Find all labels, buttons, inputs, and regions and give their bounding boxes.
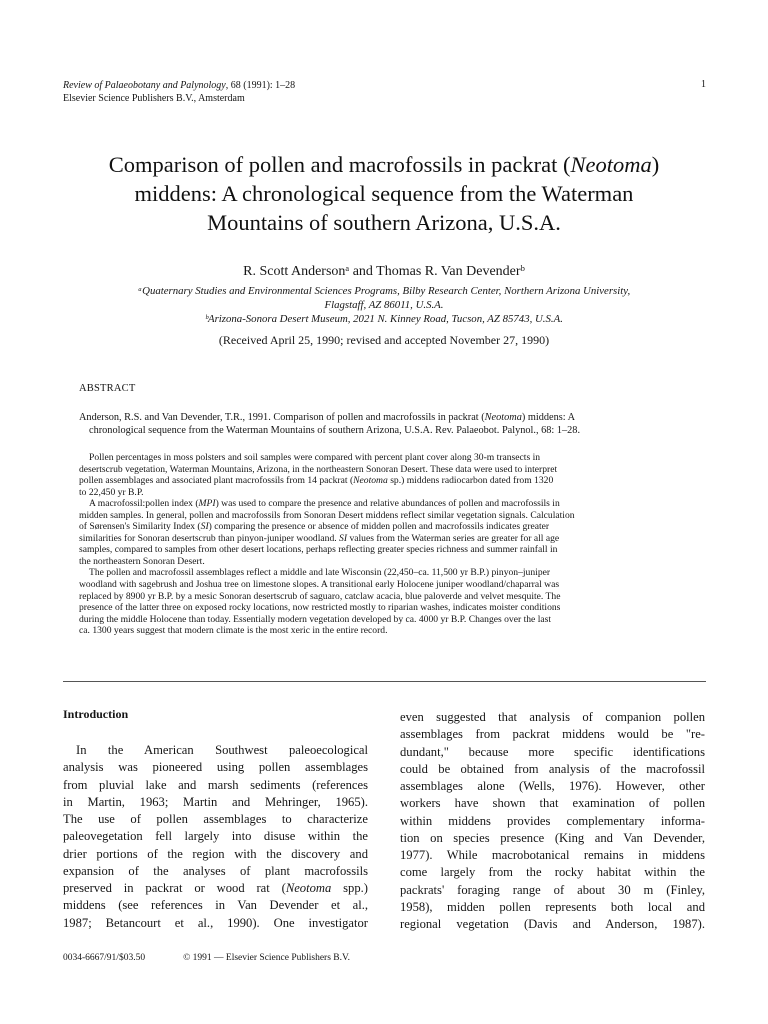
received-dates: (Received April 25, 1990; revised and accepted November 27, 1990) — [218, 333, 550, 347]
body-line: tion on species presence (King and Van Devender, — [400, 830, 705, 845]
footer — [63, 953, 388, 963]
affiliation-line: ᵇArizona-Sonora Desert Museum, 2021 N. Kinney Road, Tucson, AZ 85743, U.S.A. — [205, 313, 563, 326]
page-number: 1 — [701, 79, 706, 90]
body-line: 1977). While macrobotanical remains in middens — [400, 848, 705, 862]
abstract-line: samples, compared to samples from other desert locations, perhaps reflecting greater species richness and summer rainfall in — [79, 544, 558, 556]
body-line: preserved in packrat or wood rat (Neotoma spp.) — [63, 881, 368, 895]
body-line: In the American Southwest paleoecological — [76, 743, 368, 757]
body-line: within middens provides complementary informa- — [400, 813, 705, 828]
abstract-line: pollen assemblages and associated plant macrofossils from 14 packrat (Neotoma sp.) middens radiocarbon dated from 1320 — [79, 475, 554, 487]
body-line: dundant," because more specific identifications — [400, 744, 705, 759]
body-line: even suggested that analysis of companion pollen — [400, 710, 705, 724]
body-line: expansion of the analyses of plant macrofossils — [63, 863, 368, 878]
body-line: assemblages alone (Wells, 1976). However, other — [400, 779, 705, 793]
abstract-line: of Sørensen's Similarity Index (SI) comparing the presence or absence of midden pollen and macrofossils indicates greater — [79, 521, 550, 533]
body-line: packrats' foraging range of about 30 m (Finley, — [400, 882, 705, 897]
body-right-column — [400, 709, 705, 933]
journal-publisher: Elsevier Science Publishers B.V., Amsterdam — [63, 93, 245, 104]
abstract-line: the northeastern Sonoran Desert. — [79, 555, 205, 567]
body-line: come largely from the rocky habitat within the — [400, 865, 705, 880]
body-line: could be obtained from analysis of the macrofossil — [400, 761, 705, 776]
affiliation-line: ᵃQuaternary Studies and Environmental Sciences Programs, Bilby Research Center, Northern Arizona University, — [137, 285, 631, 297]
journal-issue: , 68 (1991): 1–28 — [225, 80, 296, 91]
body-line: 1958), midden pollen represents both local and — [400, 899, 705, 914]
citation — [79, 411, 701, 438]
abstract-line: The pollen and macrofossil assemblages reflect a middle and late Wisconsin (22,450–ca. 11,500 yr B.P.) pinyon–juniper — [89, 567, 551, 579]
abstract-line: presence of the latter three on exposed rocky locations, now restricted mostly to riparian washes, indicates moister conditions — [79, 602, 561, 614]
article-title — [40, 150, 728, 237]
title-line: Mountains of southern Arizona, U.S.A. — [207, 210, 561, 235]
title-line: Comparison of pollen and macrofossils in packrat (Neotoma) — [108, 152, 660, 177]
abstract-line: woodland with sagebrush and Joshua tree on limestone slopes. A transitional early Holocene juniper woodland/chaparral was — [79, 579, 560, 591]
abstract-line: desertscrub vegetation, Waterman Mountains, Arizona, in the northeastern Sonoran Desert. These data were used to interpret — [79, 463, 558, 475]
affiliations — [40, 284, 728, 327]
abstract-line: midden samples. In general, pollen and macrofossils from Sonoran Desert middens reflect similar vegetation signals. Calculation — [79, 509, 575, 521]
body-line: middens (see references in Van Devender et al., — [63, 898, 368, 913]
body-left-column — [63, 742, 368, 932]
abstract-line: ca. 1300 years suggest that modern climate is the most xeric in the entire record. — [79, 625, 388, 637]
section-divider — [63, 681, 706, 682]
abstract-heading: ABSTRACT — [79, 383, 136, 394]
journal-name: Review of Palaeobotany and Palynology — [63, 80, 226, 91]
abstract-line: to 22,450 yr B.P. — [79, 486, 144, 498]
body-line: from pluvial lake and marsh sediments (references — [63, 777, 368, 792]
body-line: workers have shown that examination of pollen — [400, 796, 705, 811]
abstract-line: Pollen percentages in moss polsters and soil samples were compared with percent plant cover along 30-m transects in — [89, 452, 541, 463]
body-line: regional vegetation (Davis and Anderson, 1987). — [400, 917, 705, 931]
copyright: © 1991 — Elsevier Science Publishers B.V. — [183, 953, 351, 963]
body-line: analysis was pioneered using pollen assemblages — [63, 760, 368, 775]
introduction-heading: Introduction — [63, 707, 129, 721]
body-line: The use of pollen assemblages to characterize — [63, 812, 368, 826]
body-line: 1987; Betancourt et al., 1990). One investigator — [63, 915, 368, 930]
title-line: middens: A chronological sequence from the Waterman — [134, 181, 634, 206]
citation-line: Anderson, R.S. and Van Devender, T.R., 1991. Comparison of pollen and macrofossils in packrat (Neotoma) middens: A — [79, 412, 576, 423]
abstract-line: A macrofossil:pollen index (MPI) was used to compare the presence and relative abundances of pollen and macrofossils in — [89, 498, 560, 510]
body-line: in Martin, 1963; Martin and Mehringer, 1965). — [63, 794, 368, 809]
abstract-body — [79, 452, 701, 637]
body-line: assemblages from packrat middens would be "re- — [400, 727, 705, 742]
abstract-line: similarities for Sonoran desertscrub than pinyon-juniper woodland. SI values from the Waterman series are greater for all age — [79, 532, 560, 544]
issn-code: 0034-6667/91/$03.50 — [63, 953, 146, 963]
journal-header — [63, 79, 295, 105]
body-line: paleovegetation fell largely into disuse within the — [63, 829, 368, 844]
abstract-line: during the middle Holocene than today. Essentially modern vegetation developed by ca. 4000 yr B.P. Changes over the last — [79, 613, 552, 625]
affiliation-line: Flagstaff, AZ 86011, U.S.A. — [324, 299, 444, 312]
authors: R. Scott Andersonᵃ and Thomas R. Van Devenderᵇ — [243, 264, 525, 279]
citation-line: chronological sequence from the Waterman Mountains of southern Arizona, U.S.A. Rev. Palaeobot. Palynol., 68: 1–28. — [89, 425, 581, 437]
abstract-line: replaced by 8900 yr B.P. by a mesic Sonoran desertscrub of saguaro, catclaw acacia, blue paloverde and velvet mesquite. The — [79, 590, 561, 602]
body-line: drier portions of the region with the discovery and — [63, 846, 368, 861]
